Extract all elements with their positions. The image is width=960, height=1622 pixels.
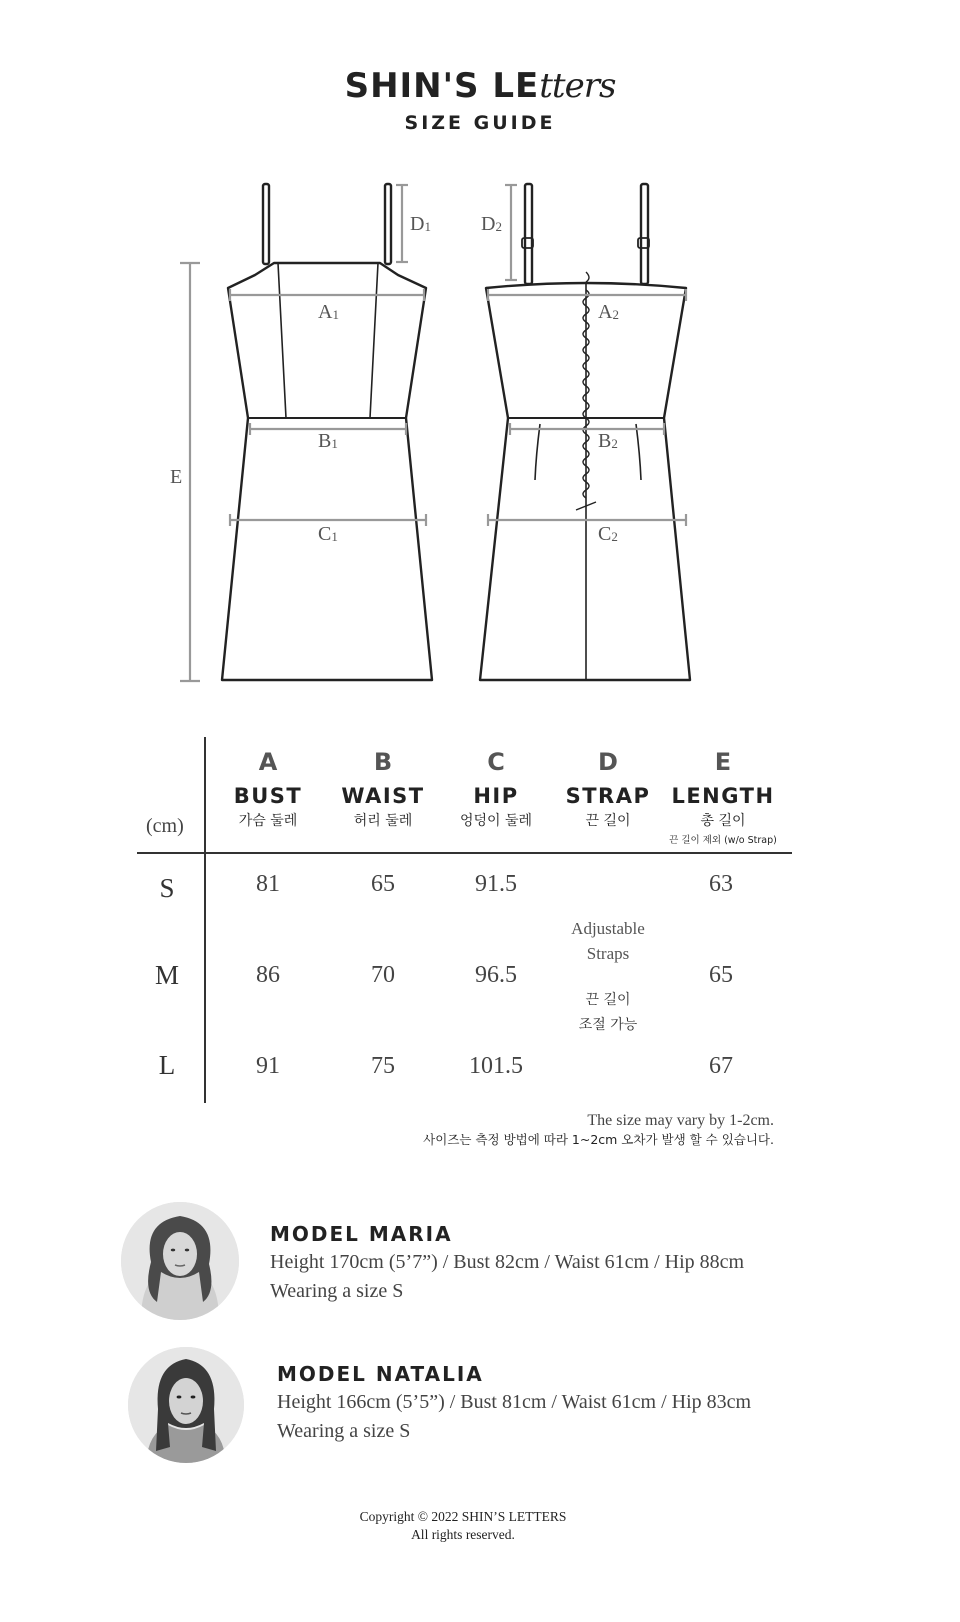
cell-waist-s: 65: [371, 871, 395, 897]
label-d2: D2: [481, 213, 502, 235]
model-natalia-wearing: Wearing a size S: [277, 1420, 411, 1442]
cell-bust-m: 86: [256, 962, 280, 988]
column-header-strap: [553, 748, 663, 830]
label-b2: B2: [598, 430, 618, 452]
cell-hip-m: 96.5: [475, 962, 517, 988]
model-natalia-avatar: [128, 1347, 244, 1463]
model-natalia-photo-icon: [128, 1347, 244, 1463]
rights-line: All rights reserved.: [411, 1527, 515, 1542]
column-letter: E: [714, 748, 732, 776]
column-letter: B: [373, 748, 393, 776]
strap-note-kr-1: 끈 길이: [585, 992, 631, 1008]
model-natalia-name: MODEL NATALIA: [277, 1362, 484, 1386]
model-natalia-measurements: Height 166cm (5’5”) / Bust 81cm / Waist 61cm / Hip 83cm: [277, 1391, 752, 1413]
size-label-l: L: [158, 1050, 176, 1080]
model-maria-wearing: Wearing a size S: [270, 1280, 404, 1302]
column-korean: 끈 길이: [585, 813, 631, 829]
column-name: STRAP: [565, 784, 651, 808]
cell-bust-l: 91: [256, 1053, 280, 1079]
brand-logo: [0, 66, 960, 106]
model-maria-avatar: [121, 1202, 239, 1320]
column-letter: C: [487, 748, 505, 776]
column-korean: 엉덩이 둘레: [459, 813, 533, 829]
strap-adjustable-note: [548, 916, 668, 1038]
front-measure-lines: [180, 185, 426, 681]
label-a1: A1: [318, 301, 339, 323]
cell-length-m: 65: [709, 962, 733, 988]
page-title: SIZE GUIDE: [404, 112, 556, 134]
model-maria-photo-icon: [121, 1202, 239, 1320]
cell-hip-l: 101.5: [469, 1053, 523, 1079]
column-korean: 총 길이: [700, 813, 746, 829]
column-letter: D: [598, 748, 618, 776]
size-variance-note-en: The size may vary by 1-2cm.: [587, 1112, 774, 1129]
strap-note-en-1: Adjustable: [571, 919, 645, 938]
column-header-length: [658, 748, 788, 846]
column-header-bust: [213, 748, 323, 830]
size-label-m: M: [154, 960, 179, 990]
table-header-divider: [137, 852, 792, 854]
column-header-hip: [441, 748, 551, 830]
model-maria-measurements: Height 170cm (5’7”) / Bust 82cm / Waist 61cm / Hip 88cm: [270, 1251, 745, 1273]
cell-hip-s: 91.5: [475, 871, 517, 897]
unit-label: (cm): [146, 815, 184, 837]
cell-length-l: 67: [709, 1053, 733, 1079]
label-b1: B1: [318, 430, 338, 452]
cell-length-s: 63: [709, 871, 733, 897]
column-korean: 허리 둘레: [353, 813, 413, 829]
strap-note-en-2: Straps: [586, 944, 630, 963]
column-name: LENGTH: [671, 784, 775, 808]
brand-name-script: tters: [539, 66, 616, 106]
column-name: WAIST: [341, 784, 425, 808]
cell-waist-m: 70: [371, 962, 395, 988]
column-note: 끈 길이 제외 (w/o Strap): [669, 835, 777, 846]
cell-waist-l: 75: [371, 1053, 395, 1079]
garment-diagram: [0, 170, 960, 700]
column-header-waist: [328, 748, 438, 830]
label-c1: C1: [318, 523, 338, 545]
copyright-line: Copyright © 2022 SHIN’S LETTERS: [359, 1509, 567, 1524]
brand-name-prefix: SHIN'S LE: [344, 66, 540, 106]
copyright: [0, 1508, 926, 1544]
column-letter: A: [258, 748, 278, 776]
model-maria-name: MODEL MARIA: [270, 1222, 453, 1246]
label-a2: A2: [598, 301, 619, 323]
cell-bust-s: 81: [256, 871, 280, 897]
strap-note-kr-2: 조절 가능: [578, 1017, 638, 1033]
table-vertical-divider: [204, 737, 206, 1103]
column-name: HIP: [473, 784, 519, 808]
size-variance-note-kr: 사이즈는 측정 방법에 따라 1~2cm 오차가 발생 할 수 있습니다.: [423, 1132, 774, 1147]
label-c2: C2: [598, 523, 618, 545]
size-label-s: S: [159, 873, 175, 903]
column-korean: 가슴 둘레: [238, 813, 298, 829]
label-d1: D1: [410, 213, 431, 235]
column-name: BUST: [233, 784, 303, 808]
label-e: E: [170, 466, 183, 488]
